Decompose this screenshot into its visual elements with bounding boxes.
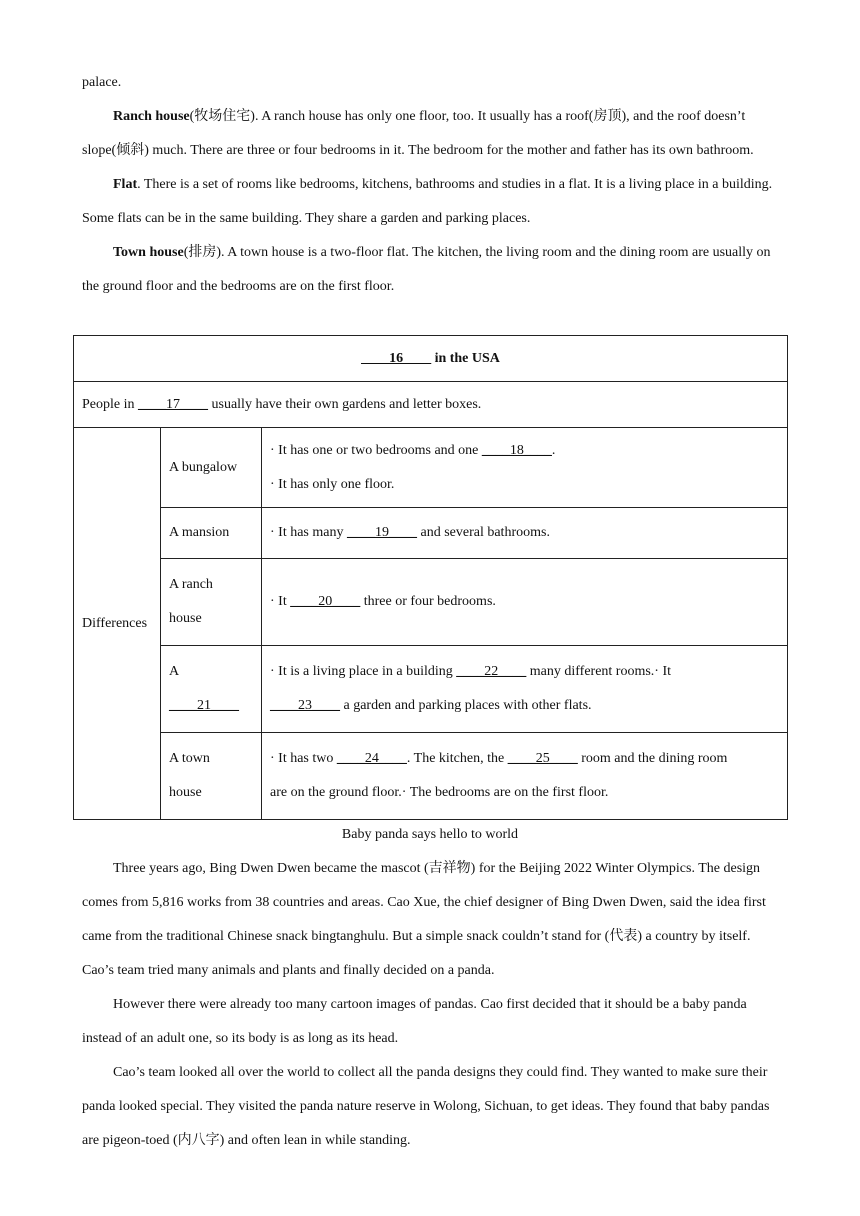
cell-text: · It has two bbox=[270, 751, 337, 766]
bungalow-description bbox=[262, 428, 788, 508]
blank-25[interactable]: ____25____ bbox=[507, 751, 578, 766]
blank-18[interactable]: ____18____ bbox=[481, 442, 552, 458]
cell-text: a garden and parking places with other flats. bbox=[340, 698, 592, 713]
article-title: Baby panda says hello to world bbox=[341, 827, 519, 842]
table-header-cell bbox=[74, 336, 788, 382]
gardens-cell bbox=[74, 382, 788, 428]
town-label bbox=[161, 733, 262, 820]
town-description bbox=[262, 733, 788, 820]
table-row-bungalow bbox=[74, 428, 788, 508]
blank-19[interactable]: ____19____ bbox=[346, 525, 417, 540]
ranch-description bbox=[262, 559, 788, 646]
flat-line-2 bbox=[270, 689, 779, 723]
blank-22[interactable]: ____22____ bbox=[456, 664, 527, 679]
table-row-town bbox=[74, 733, 788, 820]
table-row-flat bbox=[74, 646, 788, 733]
label-line: A town bbox=[169, 751, 210, 766]
flat-label bbox=[161, 646, 262, 733]
article-paragraph-1: Three years ago, Bing Dwen Dwen became the mascot (吉祥物) for the Beijing 2022 Winter Olympics. The design comes from 5,816 works from 38 countries and areas. Cao Xue, the chief designer of Bing Dwen Dwen, said the idea first came from the traditional Chinese snack bingtanghulu. But a simple snack couldn’t stand for (代表) a country by itself. Cao’s team tried many animals and plants and finally decided on a panda. bbox=[82, 861, 766, 978]
label-line: A ranch bbox=[169, 577, 213, 592]
town-house-term: Town house bbox=[113, 245, 184, 260]
mansion-description bbox=[262, 508, 788, 559]
town-house-paragraph bbox=[0, 236, 860, 304]
cell-text: · It bbox=[270, 594, 291, 609]
differences-label: Differences bbox=[74, 428, 161, 820]
article-paragraph-2: However there were already too many cartoon images of pandas. Cao first decided that it should be a baby panda instead of an adult one, so its body is as long as its head. bbox=[82, 997, 747, 1046]
bungalow-line-2: · It has only one floor. bbox=[270, 476, 395, 492]
row-text: People in bbox=[82, 396, 138, 412]
blank-16[interactable]: ____16____ bbox=[361, 350, 432, 366]
table-row-ranch bbox=[74, 559, 788, 646]
bungalow-label: A bungalow bbox=[161, 428, 262, 508]
ranch-house-term: Ranch house bbox=[113, 109, 190, 124]
flat-description bbox=[262, 646, 788, 733]
cell-text: . bbox=[551, 442, 556, 458]
flat-term: Flat bbox=[113, 177, 138, 192]
blank-24[interactable]: ____24____ bbox=[336, 751, 407, 766]
summary-table bbox=[73, 335, 788, 820]
label-line: A bbox=[169, 664, 180, 679]
cell-text: . The kitchen, the bbox=[406, 751, 508, 766]
article-body bbox=[0, 852, 860, 1158]
intro-section bbox=[0, 66, 860, 304]
row-text: usually have their own gardens and letter boxes. bbox=[208, 396, 482, 412]
blank-17[interactable]: ____17____ bbox=[138, 396, 208, 412]
table-header-text: in the USA bbox=[431, 350, 500, 366]
flat-paragraph bbox=[0, 168, 860, 236]
cell-text: many different rooms.· It bbox=[526, 664, 672, 679]
town-house-text: (排房). A town house is a two-floor flat. The kitchen, the living room and the dining room are usually on the ground floor and the bedrooms are on the first floor. bbox=[82, 245, 771, 294]
cell-text: · It is a living place in a building bbox=[270, 664, 457, 679]
ranch-house-text: (牧场住宅). A ranch house has only one floor, too. It usually has a roof(房顶), and the roof doesn’t slope(倾斜) much. There are three or four bedrooms in it. The bedroom for the mother and father has its own bathroom. bbox=[82, 109, 754, 158]
label-line: house bbox=[169, 785, 202, 800]
blank-23[interactable]: ____23____ bbox=[270, 698, 340, 713]
blank-21[interactable]: ____21____ bbox=[169, 698, 239, 713]
intro-fragment: palace. bbox=[82, 75, 122, 90]
blank-20[interactable]: ____20____ bbox=[290, 594, 361, 609]
town-line-2: are on the ground floor.· The bedrooms are on the first floor. bbox=[270, 785, 609, 800]
town-line-1 bbox=[270, 742, 779, 776]
cell-text: three or four bedrooms. bbox=[360, 594, 496, 609]
mansion-label: A mansion bbox=[161, 508, 262, 559]
flat-text: . There is a set of rooms like bedrooms, kitchens, bathrooms and studies in a flat. It is a living place in a building. Some flats can be in the same building. They share a garden and parking places. bbox=[82, 177, 773, 226]
cell-text: and several bathrooms. bbox=[416, 525, 550, 540]
flat-line-1 bbox=[270, 655, 779, 689]
table-row-mansion bbox=[74, 508, 788, 559]
table-row bbox=[74, 382, 788, 428]
cell-text: · It has one or two bedrooms and one bbox=[270, 442, 482, 458]
cell-text: · It has many bbox=[270, 525, 347, 540]
ranch-label bbox=[161, 559, 262, 646]
bungalow-line-1 bbox=[270, 434, 779, 468]
label-line: house bbox=[169, 611, 202, 626]
cell-text: room and the dining room bbox=[577, 751, 728, 766]
ranch-house-paragraph bbox=[0, 100, 860, 168]
table-header-row bbox=[74, 336, 788, 382]
article-paragraph-3: Cao’s team looked all over the world to collect all the panda designs they could find. They wanted to make sure their panda looked special. They visited the panda nature reserve in Wolong, Sichuan, to get ideas. They found that baby pandas are pigeon-toed (内八字) and often lean in while standing. bbox=[82, 1065, 770, 1148]
